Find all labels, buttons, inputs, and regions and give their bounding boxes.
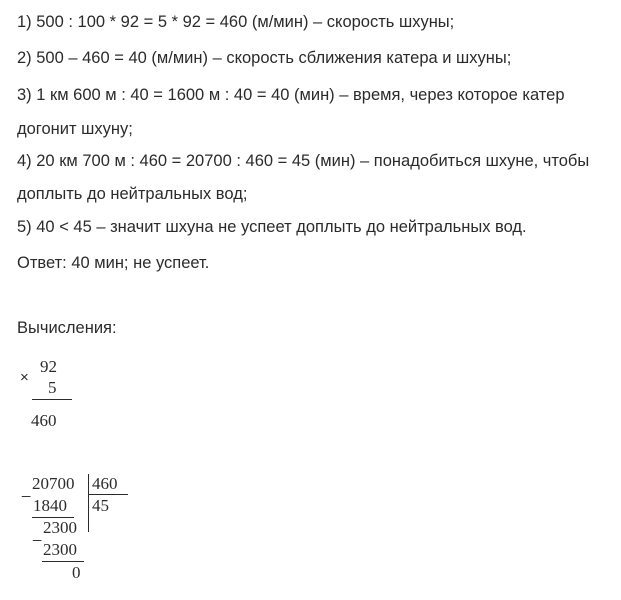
divisor: 460 <box>92 474 118 493</box>
remainder-1: 2300 <box>43 518 77 537</box>
step-1: 1) 500 : 100 * 92 = 5 * 92 = 460 (м/мин) – скорость шхуны; <box>17 13 455 31</box>
step-3: 3) 1 км 600 м : 40 = 1600 м : 40 = 40 (мин) – время, через которое катер <box>17 86 565 104</box>
step-3-continued: догонит шхуну; <box>17 120 133 138</box>
subtrahend-1: 1840 <box>33 496 67 515</box>
step-4: 4) 20 км 700 м : 460 = 20700 : 460 = 45 (мин) – понадобиться шхуне, чтобы <box>17 152 590 170</box>
division-vertical-line <box>88 474 89 532</box>
quotient: 45 <box>92 496 109 515</box>
multiplicand: 92 <box>40 357 57 376</box>
remainder-final: 0 <box>72 563 81 582</box>
multiplier: 5 <box>48 378 57 397</box>
divisor-underline <box>88 494 128 495</box>
subtraction-line-2 <box>42 561 84 562</box>
minus-sign-2: _ <box>33 525 42 542</box>
answer: Ответ: 40 мин; не успеет. <box>17 254 210 272</box>
step-4-continued: доплыть до нейтральных вод; <box>17 185 248 203</box>
step-5: 5) 40 < 45 – значит шхуна не успеет доплыть до нейтральных вод. <box>17 218 527 236</box>
minus-sign-1: _ <box>22 481 31 498</box>
multiply-sign: × <box>20 369 29 386</box>
multiplication-line <box>32 399 72 400</box>
calculations-heading: Вычисления: <box>17 319 117 337</box>
dividend: 20700 <box>32 474 75 493</box>
subtrahend-2: 2300 <box>43 540 77 559</box>
multiplication-result: 460 <box>31 411 57 430</box>
step-2: 2) 500 – 460 = 40 (м/мин) – скорость сближения катера и шхуны; <box>17 49 512 67</box>
